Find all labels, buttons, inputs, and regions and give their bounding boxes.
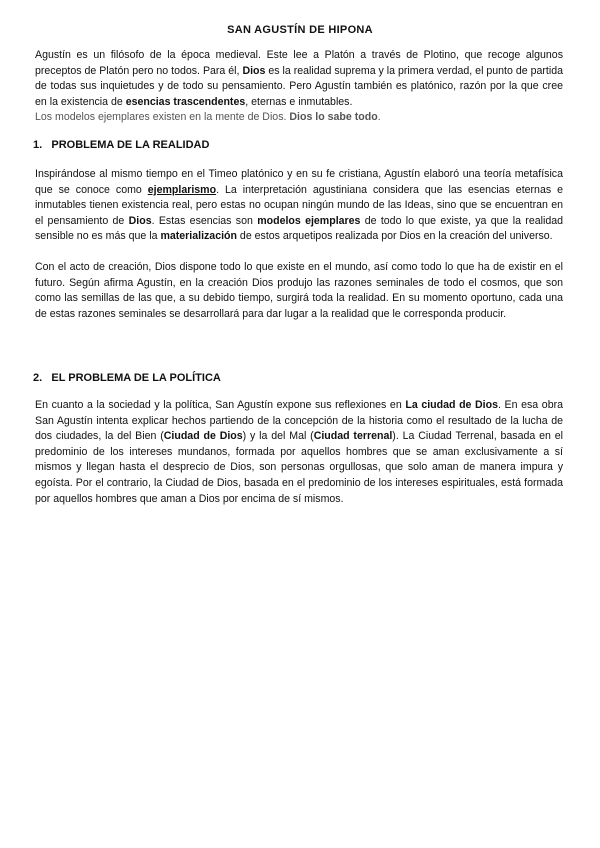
s1p1-text-4: de todo lo que existe, ya que la realidad sensible no es más que la [35,214,563,243]
section-1-heading [33,139,209,151]
intro-bold-dios: Dios [242,64,266,77]
intro-bold-esencias: esencias trascendentes [125,95,246,108]
section-1-title: PROBLEMA DE LA REALIDAD [51,139,210,151]
s1p1-bold-materializacion: materialización [160,230,237,243]
section-2-title: EL PROBLEMA DE LA POLÍTICA [51,372,221,384]
intro-gray-end: . [377,111,381,123]
intro-text-3: , eternas e inmutables. [245,95,353,108]
s1p1-ejemplarismo: ejemplarismo [147,183,217,196]
s1p1-bold-dios: Dios [128,214,152,227]
s1p1-text-2: . La interpretación agustiniana considera que las esencias eternas e inmutables tienen existencia real, pero estas no ocupan ningún mundo de las Ideas, sino que se encuentran en el pensamiento de [35,183,563,227]
intro-gray-text: Los modelos ejemplares existen en la mente de Dios. [35,111,290,123]
intro-paragraph [35,48,563,110]
s2p1-text-4: ). La Ciudad Terrenal, basada en el predominio de los intereses mundanos, formada por aquellos hombres que se aman exclusivamente a sí mismos y llegan hasta el desprecio de Dios, son personas orgullosas, que solo aman de manera impura y egoísta. Por el contrario, la Ciudad de Dios, basada en el predominio de los intereses espirituales, está formada por aquellos hombres que aman a Dios por encima de sí mismos. [35,430,563,505]
intro-gray-line [35,110,563,126]
section-1-paragraph-2: Con el acto de creación, Dios dispone todo lo que existe en el mundo, así como todo lo que ha de existir en el futuro. Según afirma Agustín, en la creación Dios produjo las razones seminales de todo el cosmos, que son como las semillas de las que, a su debido tiempo, surgirá toda la realidad. En su momento oportuno, cada una de estas razones seminales se desarrollará para dar lugar a la realidad que le corresponda producir. [35,261,563,320]
s2p1-text-2: . En esa obra San Agustín intenta explicar hechos partiendo de la concepción de la historia como el resultado de la lucha de dos ciudades, la del Bien ( [35,399,564,443]
s2p1-bold-ciudad-terrenal: Ciudad terrenal [313,430,393,443]
s1p1-bold-modelos: modelos ejemplares [257,214,361,227]
s1p1-text-1: Inspirándose al mismo tiempo en el Timeo platónico y en su fe cristiana, Agustín elaboró una teoría metafísica que se conoce como [35,168,563,196]
s1p1-text-3: . Estas esencias son [151,214,258,227]
intro-gray-bold: Dios lo sabe todo [289,111,378,123]
section-2-heading [33,372,221,384]
intro-text-2: es la realidad suprema y la primera verdad, el punto de partida de todas sus inquietudes y de todo su pensamiento. Pero Agustín también es platónico, razón por la que cree en la existencia de [35,64,563,108]
s2p1-text-3: ) y la del Mal ( [242,430,314,443]
page-title: SAN AGUSTÍN DE HIPONA [227,24,373,36]
s2p1-bold-ciudad-dios: Ciudad de Dios [163,430,243,443]
section-1-paragraph-1 [35,167,563,245]
s2p1-bold-ciudad-dios-book: La ciudad de Dios [405,399,498,411]
section-1-number: 1. [33,139,43,151]
section-2-number: 2. [33,372,43,384]
section-2-paragraph-1 [35,398,563,507]
intro-text-1: Agustín es un filósofo de la época medieval. Este lee a Platón a través de Plotino, que recoge algunos preceptos de Platón pero no todos. Para él, [35,49,563,77]
s2p1-text-1: En cuanto a la sociedad y la política, San Agustín expone sus reflexiones en [35,399,406,411]
s1p1-text-5: de estos arquetipos realizada por Dios en la creación del universo. [236,230,553,243]
